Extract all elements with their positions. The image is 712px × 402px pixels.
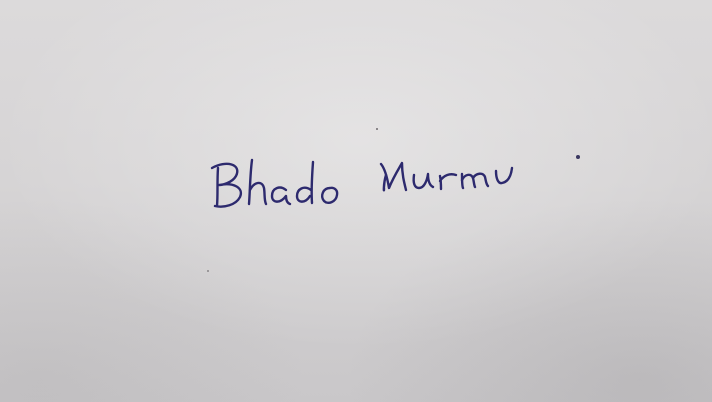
paper-speck xyxy=(207,270,209,272)
signature-ink xyxy=(200,130,600,225)
handwritten-signature xyxy=(200,130,600,225)
